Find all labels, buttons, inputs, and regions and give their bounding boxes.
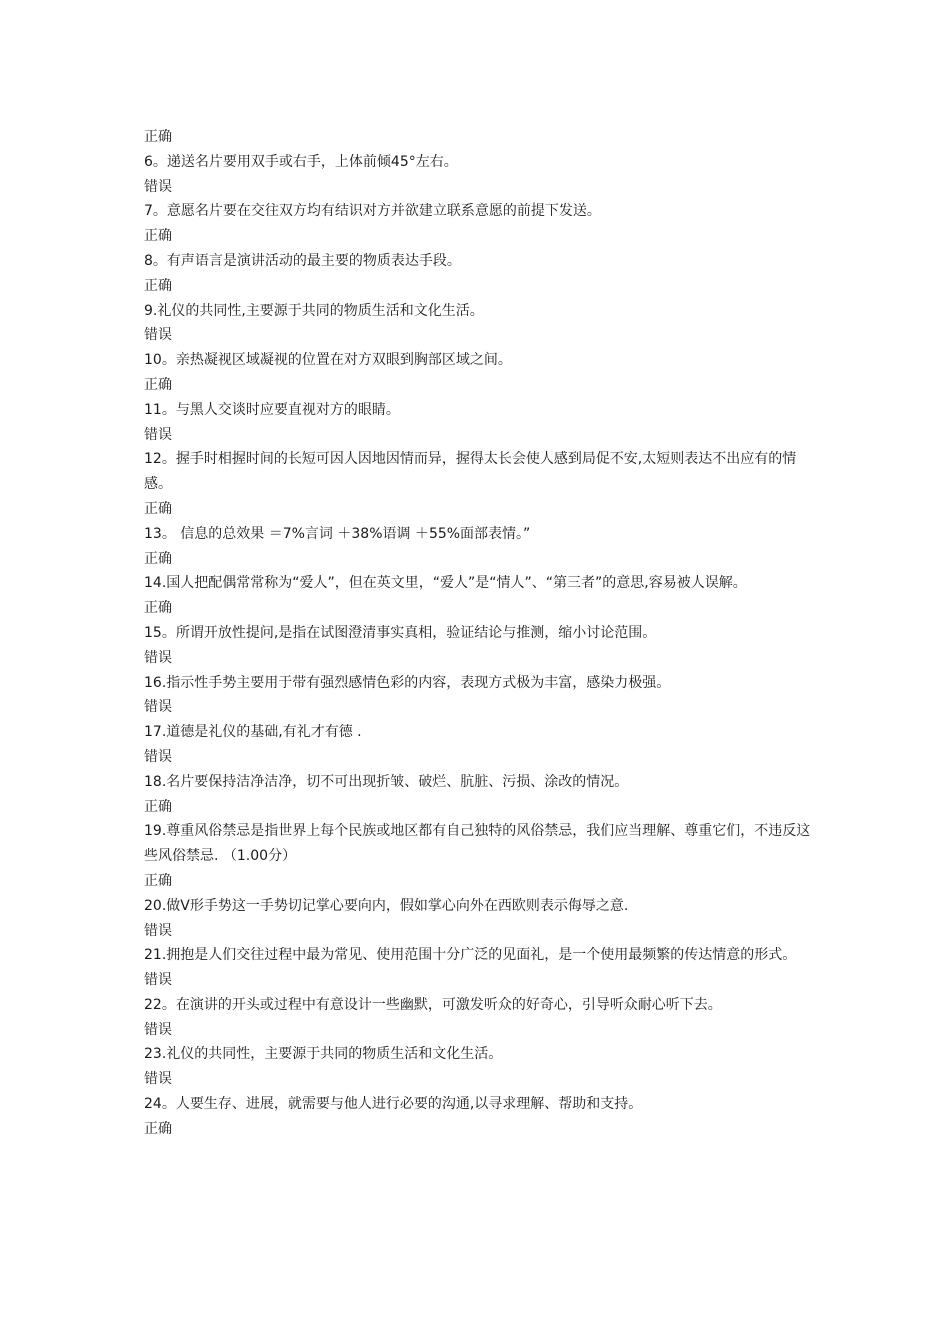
question-text: 14.国人把配偶常常称为“爱人”，但在英文里，“爱人”是“情人”、“第三者”的意思,容易被人误解。 [144, 575, 747, 592]
answer-text: 错误 [144, 972, 172, 989]
answer-text: 错误 [144, 649, 172, 666]
question-text: 24。人要生存、进展，就需要与他人进行必要的沟通,以寻求理解、帮助和支持。 [144, 1096, 643, 1113]
question-text: 6。递送名片要用双手或右手，上体前倾45°左右。 [144, 153, 458, 170]
question-text: 16.指示性手势主要用于带有强烈感情色彩的内容，表现方式极为丰富，感染力极强。 [144, 674, 671, 691]
answer-text: 正确 [144, 798, 172, 815]
answer-text: 错误 [144, 699, 172, 716]
question-text: 7。意愿名片要在交往双方均有结识对方并欲建立联系意愿的前提下发送。 [144, 203, 601, 220]
answer-text: 正确 [144, 228, 172, 245]
question-text: 20.做V形手势这一手势切记掌心要向内，假如掌心向外在西欧则表示侮辱之意. [144, 897, 629, 914]
question-text: 18.名片要保持洁净洁净，切不可出现折皱、破烂、肮脏、污损、涂改的情况。 [144, 773, 629, 790]
question-text: 11。与黑人交谈时应要直视对方的眼睛。 [144, 401, 400, 418]
answer-text: 正确 [144, 376, 172, 393]
question-text: 9.礼仪的共同性,主要源于共同的物质生活和文化生活。 [144, 302, 484, 319]
answer-text: 正确 [144, 872, 172, 889]
answer-text: 错误 [144, 1021, 172, 1038]
question-text: 19.尊重风俗禁忌是指世界上每个民族或地区都有自己独特的风俗禁忌，我们应当理解、尊重它们，不违反这些风俗禁忌. （1.00分） [144, 823, 811, 865]
document-body [144, 125, 812, 1142]
answer-text: 错误 [144, 922, 172, 939]
question-text: 10。亲热凝视区域凝视的位置在对方双眼到胸部区域之间。 [144, 352, 512, 369]
question-text: 13。 信息的总效果 ＝7%言词 ＋38%语调 ＋55%面部表情。” [144, 525, 531, 542]
answer-text: 错误 [144, 327, 172, 344]
answer-text: 正确 [144, 600, 172, 617]
answer-text: 正确 [144, 1120, 172, 1137]
answer-text: 正确 [144, 129, 172, 145]
answer-text: 正确 [144, 277, 172, 294]
answer-text: 错误 [144, 426, 172, 443]
question-text: 23.礼仪的共同性，主要源于共同的物质生活和文化生活。 [144, 1046, 503, 1063]
question-text: 15。所谓开放性提问,是指在试图澄清事实真相，验证结论与推测，缩小讨论范围。 [144, 624, 657, 641]
answer-text: 错误 [144, 178, 172, 195]
question-text: 17.道德是礼仪的基础,有礼才有德 . [144, 724, 362, 741]
question-text: 12。握手时相握时间的长短可因人因地因情而异，握得太长会使人感到局促不安,太短则表达不出应有的情感。 [144, 451, 797, 493]
answer-text: 正确 [144, 500, 172, 517]
question-text: 8。有声语言是演讲活动的最主要的物质表达手段。 [144, 252, 461, 269]
question-text: 22。在演讲的开头或过程中有意设计一些幽默，可激发听众的好奇心，引导听众耐心听下去。 [144, 996, 722, 1013]
answer-text: 错误 [144, 1071, 172, 1088]
answer-text: 错误 [144, 748, 172, 765]
answer-text: 正确 [144, 550, 172, 567]
question-text: 21.拥抱是人们交往过程中最为常见、使用范围十分广泛的见面礼，是一个使用最频繁的传达情意的形式。 [144, 947, 797, 964]
